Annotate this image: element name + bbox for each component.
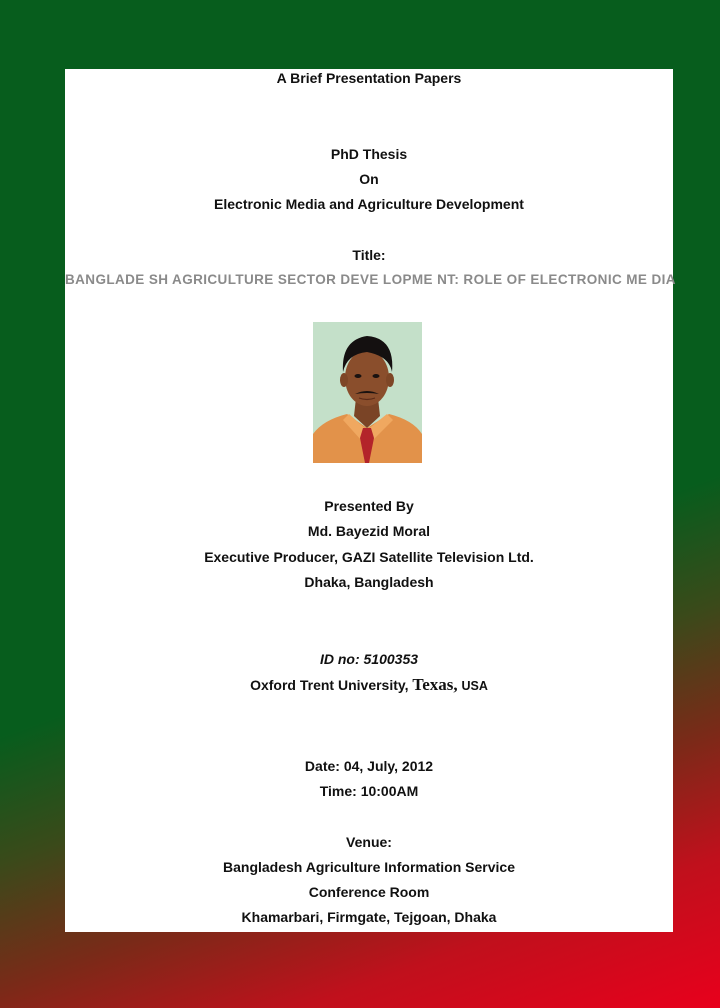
presenter-city: Dhaka, Bangladesh bbox=[304, 574, 434, 590]
thesis-title: BANGLADE SH AGRICULTURE SECTOR DEVE LOPME NT: ROLE OF ELECTRONIC ME DIA bbox=[65, 272, 676, 287]
presentation-date: Date: 04, July, 2012 bbox=[304, 758, 434, 774]
presented-by-label: Presented By bbox=[324, 498, 414, 514]
thesis-type: PhD Thesis bbox=[330, 146, 408, 162]
document-page bbox=[65, 69, 676, 932]
presenter-photo bbox=[313, 322, 422, 463]
presenter-name: Md. Bayezid Moral bbox=[307, 523, 431, 539]
venue-label: Venue: bbox=[346, 834, 392, 850]
presentation-time: Time: 10:00AM bbox=[319, 783, 419, 799]
title-label: Title: bbox=[352, 247, 386, 263]
university-country: USA bbox=[461, 679, 488, 693]
thesis-on: On bbox=[359, 171, 379, 187]
venue-address: Khamarbari, Firmgate, Tejgoan, Dhaka bbox=[241, 909, 497, 925]
university-line bbox=[65, 676, 673, 695]
presenter-role: Executive Producer, GAZI Satellite Television Ltd. bbox=[204, 549, 534, 565]
university-name: Oxford Trent University, bbox=[250, 677, 409, 693]
thesis-subject: Electronic Media and Agriculture Development bbox=[214, 196, 524, 212]
university-state: Texas, bbox=[412, 675, 458, 694]
document-header: A Brief Presentation Papers bbox=[276, 70, 462, 86]
venue-name: Bangladesh Agriculture Information Service bbox=[223, 859, 515, 875]
venue-room: Conference Room bbox=[308, 884, 430, 900]
student-id: ID no: 5100353 bbox=[319, 651, 419, 667]
